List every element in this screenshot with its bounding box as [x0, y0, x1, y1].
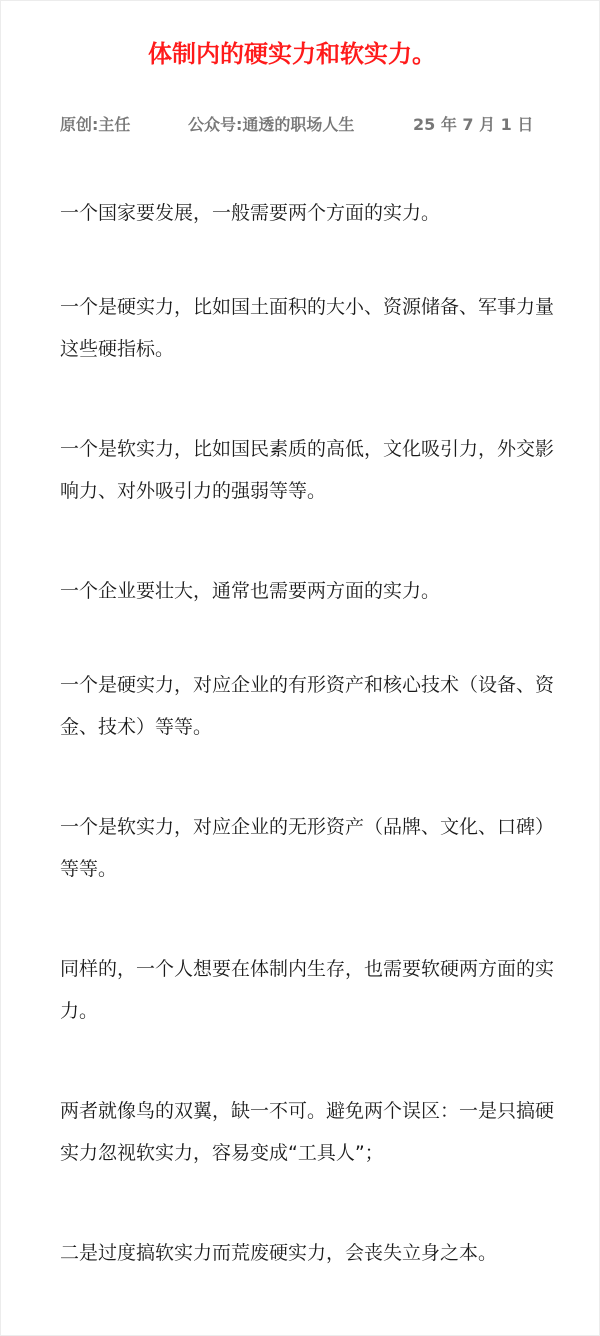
account-label: 公众号:通透的职场人生	[188, 115, 355, 134]
author-label: 原创:主任	[60, 115, 131, 134]
paragraph-2: 一个是硬实力，比如国土面积的大小、资源储备、军事力量这些硬指标。	[60, 296, 555, 360]
paragraph-7: 同样的，一个人想要在体制内生存，也需要软硬两方面的实力。	[60, 958, 555, 1022]
paragraph-5: 一个是硬实力，对应企业的有形资产和核心技术（设备、资金、技术）等等。	[60, 674, 555, 738]
publish-date: 25 年 7 月 1 日	[413, 115, 534, 134]
paragraph-8: 两者就像鸟的双翼，缺一不可。避免两个误区：一是只搞硬实力忽视软实力，容易变成“工具人”；	[60, 1100, 555, 1164]
paragraph-1: 一个国家要发展，一般需要两个方面的实力。	[60, 202, 441, 224]
article-title: 体制内的硬实力和软实力。	[148, 40, 436, 69]
paragraph-4: 一个企业要壮大，通常也需要两方面的实力。	[60, 580, 441, 602]
paragraph-6: 一个是软实力，对应企业的无形资产（品牌、文化、口碑）等等。	[60, 816, 555, 880]
paragraph-3: 一个是软实力，比如国民素质的高低，文化吸引力，外交影响力、对外吸引力的强弱等等。	[60, 438, 555, 502]
paragraph-9: 二是过度搞软实力而荒废硬实力，会丧失立身之本。	[60, 1242, 498, 1264]
